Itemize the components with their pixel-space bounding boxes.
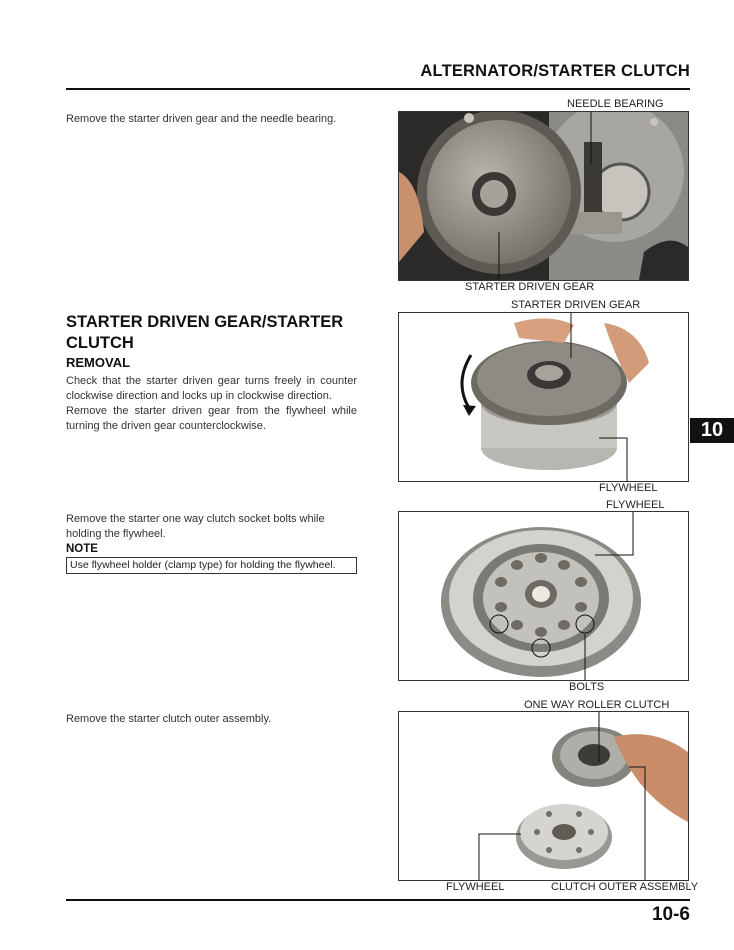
label-needle-bearing: NEEDLE BEARING — [567, 98, 664, 110]
step-check-gear: Check that the starter driven gear turns freely in counter clockwise direction and locks up in clockwise direction. — [66, 375, 357, 402]
page-number: 10-6 — [651, 904, 690, 925]
figure-flywheel-bolts — [398, 511, 689, 681]
label-starter-driven-gear-2: STARTER DRIVEN GEAR — [511, 299, 641, 311]
step-remove-clutch-outer: Remove the starter clutch outer assembly. — [66, 713, 272, 725]
figure-clutch-outer-assembly — [398, 711, 689, 881]
label-flywheel-1: FLYWHEEL — [599, 482, 658, 494]
label-flywheel-2: FLYWHEEL — [606, 499, 665, 511]
label-clutch-outer-assembly: CLUTCH OUTER ASSEMBLY — [551, 881, 699, 893]
page-header-title: ALTERNATOR/STARTER CLUTCH — [420, 62, 690, 80]
step-remove-driven-gear: Remove the starter driven gear and the needle bearing. — [66, 113, 337, 125]
step-remove-gear: Remove the starter driven gear from the flywheel while turning the driven gear counterclockwise. — [66, 405, 357, 432]
label-flywheel-3: FLYWHEEL — [446, 881, 505, 893]
label-one-way-roller-clutch: ONE WAY ROLLER CLUTCH — [524, 699, 670, 711]
note-box: Use flywheel holder (clamp type) for holding the flywheel. — [66, 557, 357, 574]
removal-heading: REMOVAL — [66, 355, 131, 370]
note-heading: NOTE — [66, 543, 98, 555]
step-remove-bolts: Remove the starter one way clutch socket bolts while holding the flywheel. — [66, 513, 325, 540]
figure-driven-gear-on-flywheel — [398, 312, 689, 482]
label-bolts: BOLTS — [569, 681, 605, 693]
section-title: STARTER DRIVEN GEAR/STARTER CLUTCH — [66, 313, 344, 352]
chapter-tab: 10 — [690, 418, 734, 443]
figure-needle-bearing — [398, 111, 689, 281]
label-starter-driven-gear-1: STARTER DRIVEN GEAR — [465, 281, 595, 293]
header-rule — [66, 88, 690, 90]
footer-rule — [66, 899, 690, 901]
